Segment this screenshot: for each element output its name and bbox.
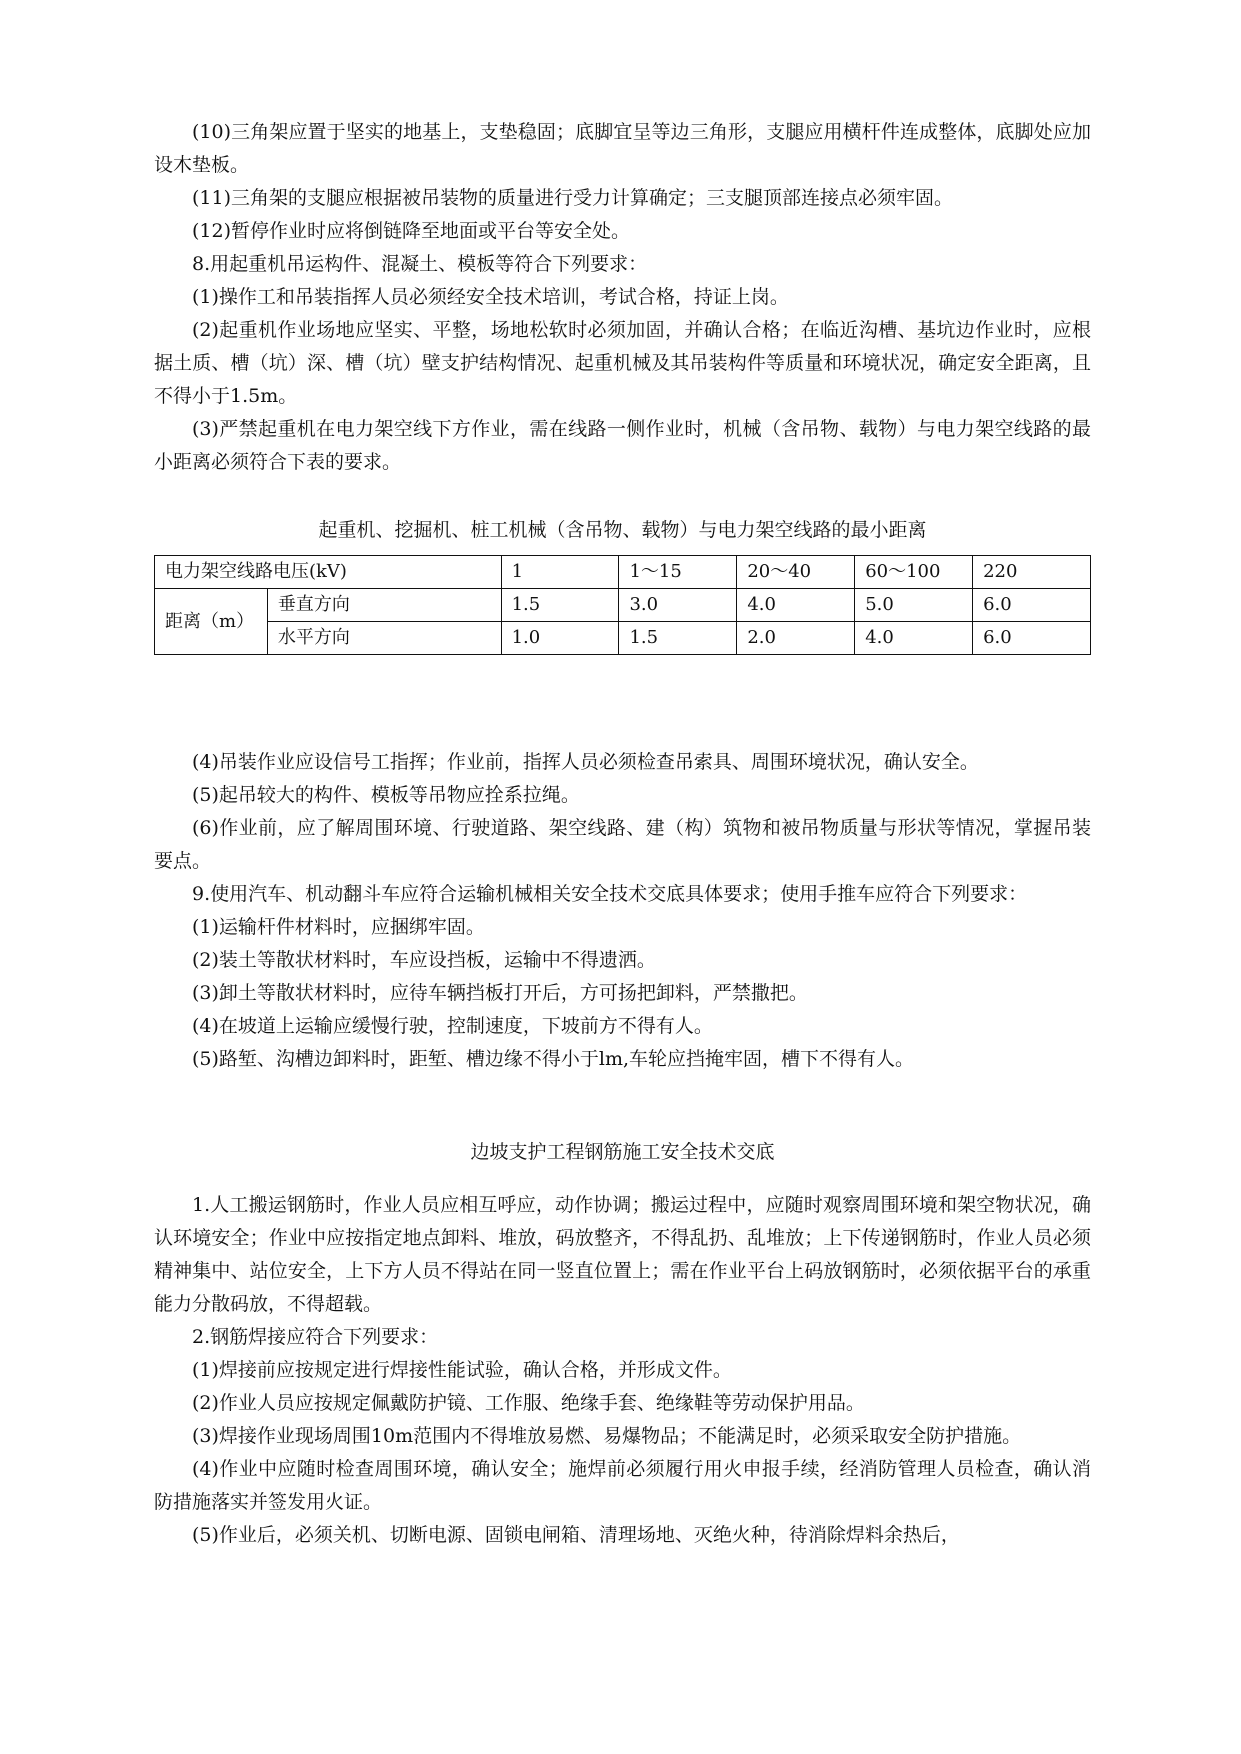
paragraph: (4)吊装作业应设信号工指挥；作业前，指挥人员必须检查吊索具、周围环境状况，确认安全。 xyxy=(192,751,979,773)
section-title: 边坡支护工程钢筋施工安全技术交底 xyxy=(470,1141,775,1163)
paragraph: 1.人工搬运钢筋时，作业人员应相互呼应，动作协调；搬运过程中，应随时观察周围环境和架空物状况，确认环境安全；作业中应按指定地点卸料、堆放，码放整齐，不得乱扔、乱堆放；上下传递钢筋时，作业人员必须精神集中、站位安全，上下方人员不得站在同一竖直位置上；需在作业平台上码放钢筋时，必须依据平台的承重能力分散码放，不得超载。 xyxy=(154,1194,1091,1315)
paragraph: (2)装土等散状材料时，车应设挡板，运输中不得遗洒。 xyxy=(192,949,656,971)
paragraph: (6)作业前，应了解周围环境、行驶道路、架空线路、建（构）筑物和被吊物质量与形状等情况，掌握吊装要点。 xyxy=(154,817,1091,872)
row-label-cell: 垂直方向 xyxy=(267,589,501,622)
voltage-cell: 1 xyxy=(501,556,619,589)
header-label-cell: 电力架空线路电压(kV) xyxy=(155,556,502,589)
row-group-label-cell: 距离（m） xyxy=(155,589,268,655)
paragraph: (4)在坡道上运输应缓慢行驶，控制速度，下坡前方不得有人。 xyxy=(192,1015,713,1037)
paragraph: (4)作业中应随时检查周围环境，确认安全；施焊前必须履行用火申报手续，经消防管理人员检查，确认消防措施落实并签发用火证。 xyxy=(154,1458,1091,1513)
voltage-cell: 20～40 xyxy=(737,556,855,589)
value-cell: 1.5 xyxy=(619,622,737,655)
distance-table xyxy=(154,555,1091,655)
paragraph: (5)路堑、沟槽边卸料时，距堑、槽边缘不得小于lm,车轮应挡掩牢固，槽下不得有人。 xyxy=(192,1048,915,1070)
value-cell: 3.0 xyxy=(619,589,737,622)
voltage-cell: 220 xyxy=(973,556,1091,589)
table-caption: 起重机、挖掘机、桩工机械（含吊物、载物）与电力架空线路的最小距离 xyxy=(318,519,927,541)
document-page xyxy=(154,116,1091,1552)
paragraph: (3)严禁起重机在电力架空线下方作业，需在线路一侧作业时，机械（含吊物、载物）与电力架空线路的最小距离必须符合下表的要求。 xyxy=(154,418,1091,473)
value-cell: 1.5 xyxy=(501,589,619,622)
paragraph: (1)焊接前应按规定进行焊接性能试验，确认合格，并形成文件。 xyxy=(192,1359,732,1381)
paragraph: (2)作业人员应按规定佩戴防护镜、工作服、绝缘手套、绝缘鞋等劳动保护用品。 xyxy=(192,1392,865,1414)
paragraph: (5)起吊较大的构件、模板等吊物应拴系拉绳。 xyxy=(192,784,580,806)
table-row xyxy=(155,589,1091,622)
value-cell: 1.0 xyxy=(501,622,619,655)
paragraph: (12)暂停作业时应将倒链降至地面或平台等安全处。 xyxy=(192,220,631,242)
paragraph: 9.使用汽车、机动翻斗车应符合运输机械相关安全技术交底具体要求；使用手推车应符合下列要求： xyxy=(192,883,1028,905)
voltage-cell: 1～15 xyxy=(619,556,737,589)
paragraph: (3)卸土等散状材料时，应待车辆挡板打开后，方可扬把卸料，严禁撒把。 xyxy=(192,982,808,1004)
voltage-cell: 60～100 xyxy=(855,556,973,589)
value-cell: 4.0 xyxy=(855,622,973,655)
value-cell: 5.0 xyxy=(855,589,973,622)
value-cell: 4.0 xyxy=(737,589,855,622)
row-label-cell: 水平方向 xyxy=(267,622,501,655)
paragraph: (1)运输杆件材料时，应捆绑牢固。 xyxy=(192,916,485,938)
paragraph: (11)三角架的支腿应根据被吊装物的质量进行受力计算确定；三支腿顶部连接点必须牢固。 xyxy=(192,187,954,209)
value-cell: 2.0 xyxy=(737,622,855,655)
paragraph: 8.用起重机吊运构件、混凝土、模板等符合下列要求： xyxy=(192,253,648,275)
table-row xyxy=(155,556,1091,589)
paragraph: (1)操作工和吊装指挥人员必须经安全技术培训，考试合格，持证上岗。 xyxy=(192,286,789,308)
paragraph: 2.钢筋焊接应符合下列要求： xyxy=(192,1326,439,1348)
paragraph: (5)作业后，必须关机、切断电源、固锁电闸箱、清理场地、灭绝火种，待消除焊料余热后， xyxy=(192,1524,960,1546)
value-cell: 6.0 xyxy=(973,622,1091,655)
paragraph: (2)起重机作业场地应坚实、平整，场地松软时必须加固，并确认合格；在临近沟槽、基坑边作业时，应根据土质、槽（坑）深、槽（坑）壁支护结构情况、起重机械及其吊装构件等质量和环境状况，确定安全距离，且不得小于1.5m。 xyxy=(154,319,1091,407)
paragraph: (10)三角架应置于坚实的地基上，支垫稳固；底脚宜呈等边三角形，支腿应用横杆件连成整体，底脚处应加设木垫板。 xyxy=(154,121,1091,176)
value-cell: 6.0 xyxy=(973,589,1091,622)
paragraph: (3)焊接作业现场周围10m范围内不得堆放易燃、易爆物品；不能满足时，必须采取安全防护措施。 xyxy=(192,1425,1022,1447)
table-row xyxy=(155,622,1091,655)
